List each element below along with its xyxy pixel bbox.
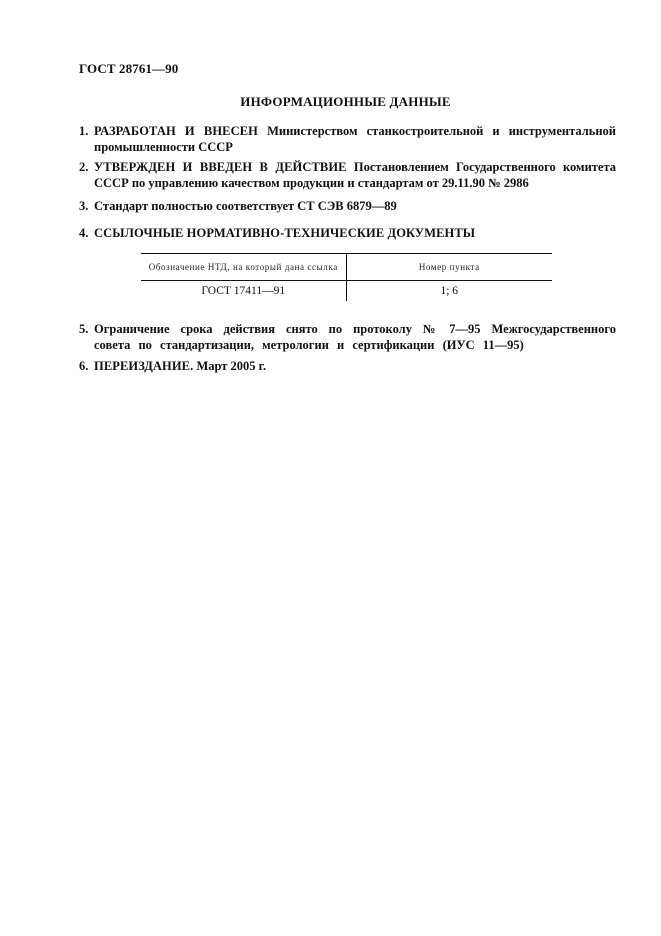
item-number: 4.: [79, 226, 89, 240]
item-lead: УТВЕРЖДЕН И ВВЕДЕН В ДЕЙСТВИЕ: [94, 160, 347, 174]
item-number: 6.: [79, 359, 89, 373]
item-body: Министерством станкостроительной и инструментальной промышленности СССР: [94, 124, 617, 154]
item-lead: ССЫЛОЧНЫЕ НОРМАТИВНО-ТЕХНИЧЕСКИЕ ДОКУМЕНТЫ: [94, 226, 476, 240]
item-text: [79, 198, 616, 214]
item-body: Постановлением Государственного комитета СССР по управлению качеством продукции и стандартам от 29.11.90 № 2986: [94, 160, 617, 190]
item-number: 2.: [79, 160, 89, 174]
cell-clause: 1; 6: [440, 284, 459, 297]
info-item-reissue: [79, 358, 616, 374]
item-text: [79, 159, 616, 191]
item-text: [79, 225, 616, 241]
info-item-conformity: [79, 198, 616, 214]
cell-document: ГОСТ 17411—91: [141, 281, 346, 301]
item-lead: РАЗРАБОТАН И ВНЕСЕН: [94, 124, 258, 138]
table-header-row: [141, 254, 552, 281]
item-body: Стандарт полностью соответствует СТ СЭВ 6879—89: [94, 199, 397, 213]
item-text: [79, 358, 616, 374]
table-row: [141, 281, 552, 301]
item-lead: ПЕРЕИЗДАНИЕ.: [94, 359, 194, 373]
item-number: 5.: [79, 322, 89, 336]
reference-documents-table: [141, 253, 552, 301]
document-code: ГОСТ 28761—90: [79, 61, 179, 76]
info-item-validity: [79, 321, 616, 353]
info-item-approved: [79, 159, 616, 191]
item-body: Март 2005 г.: [196, 359, 267, 373]
item-text: [79, 321, 616, 353]
info-item-developed: [79, 123, 616, 155]
item-number: 3.: [79, 199, 89, 213]
item-text: [79, 123, 616, 155]
info-item-references: [79, 225, 616, 241]
item-body: Ограничение срока действия снято по протоколу № 7—95 Межгосударственного совета по стандартизации, метрологии и сертификации (ИУС 11—95): [94, 322, 616, 352]
section-title: ИНФОРМАЦИОННЫЕ ДАННЫЕ: [240, 94, 451, 109]
column-header-document: Обозначение НТД, на который дана ссылка: [141, 254, 346, 281]
item-number: 1.: [79, 124, 89, 138]
column-header-clause: Номер пункта: [418, 262, 480, 272]
